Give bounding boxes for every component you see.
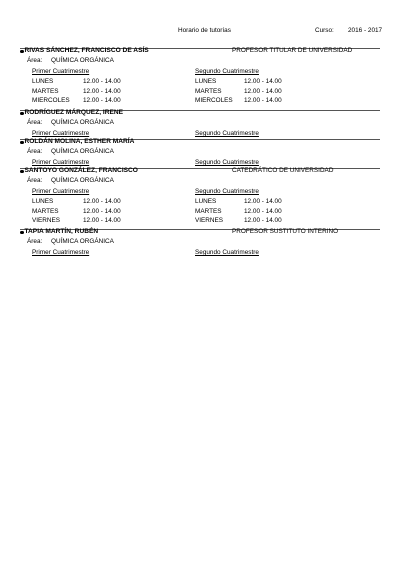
area-label: Área: (27, 238, 43, 245)
professor-title: PROFESOR TITULAR DE UNIVERSIDAD (232, 47, 353, 54)
second-slot-time: 12.00 - 14.00 (244, 198, 282, 205)
name-row (20, 168, 138, 175)
curso-value: 2016 - 2017 (348, 27, 383, 34)
second-slot-time: 12.00 - 14.00 (244, 217, 282, 224)
name-row (20, 48, 149, 55)
first-semester-heading: Primer Cuatrimestre (32, 159, 90, 166)
first-semester-heading: Primer Cuatrimestre (32, 188, 90, 195)
second-slot-day: LUNES (195, 78, 217, 85)
area-label: Área: (27, 177, 43, 184)
second-slot-time: 12.00 - 14.00 (244, 87, 282, 95)
professor-name: RIVAS SÁNCHEZ, FRANCISCO DE ASÍS (24, 47, 149, 54)
professor-title: CATEDRÁTICO DE UNIVERSIDAD (232, 167, 334, 174)
first-slot-day: MARTES (32, 207, 59, 215)
bullet-icon (20, 112, 24, 116)
area-label: Área: (27, 119, 43, 126)
second-semester-heading: Segundo Cuatrimestre (195, 159, 259, 166)
professor-name: SANTOYO GONZÁLEZ, FRANCISCO (24, 167, 138, 174)
area-value: QUÍMICA ORGÁNICA (51, 238, 114, 245)
first-slot-day: LUNES (32, 78, 54, 85)
bullet-icon (20, 231, 24, 235)
professor-entry (20, 48, 380, 108)
bullet-icon (20, 141, 24, 145)
area-value: QUÍMICA ORGÁNICA (51, 148, 114, 155)
first-slot-day: VIERNES (32, 217, 61, 224)
curso-label: Curso: (315, 27, 334, 34)
professor-entry (20, 110, 380, 137)
name-row (20, 110, 123, 117)
first-slot-time: 12.00 - 14.00 (83, 198, 121, 205)
second-semester-heading: Segundo Cuatrimestre (195, 68, 259, 75)
bullet-icon (20, 170, 24, 174)
second-slot-day: MARTES (195, 207, 222, 215)
area-value: QUÍMICA ORGÁNICA (51, 57, 114, 64)
second-slot-time: 12.00 - 14.00 (244, 97, 282, 104)
bullet-icon (20, 50, 24, 54)
second-semester-heading: Segundo Cuatrimestre (195, 188, 259, 195)
second-semester-heading: Segundo Cuatrimestre (195, 249, 259, 256)
second-slot-day: LUNES (195, 198, 217, 205)
professor-name: TAPIA MARTÍN, RUBÉN (24, 228, 99, 235)
second-slot-time: 12.00 - 14.00 (244, 78, 282, 85)
second-semester-heading: Segundo Cuatrimestre (195, 130, 259, 137)
second-slot-day: VIERNES (195, 217, 224, 224)
professor-entry (20, 139, 380, 166)
first-slot-day: LUNES (32, 198, 54, 205)
name-row (20, 229, 98, 236)
second-slot-time: 12.00 - 14.00 (244, 207, 282, 215)
professor-entry (20, 168, 380, 227)
name-row (20, 139, 134, 146)
first-slot-day: MIERCOLES (32, 97, 70, 104)
first-slot-time: 12.00 - 14.00 (83, 207, 121, 215)
professor-name: ROLDÁN MOLINA, ESTHER MARÍA (24, 138, 135, 145)
first-semester-heading: Primer Cuatrimestre (32, 249, 90, 256)
first-semester-heading: Primer Cuatrimestre (32, 68, 90, 75)
document-title: Horario de tutorías (178, 27, 231, 34)
professor-name: RODRÍGUEZ MÁRQUEZ, IRENE (24, 109, 124, 116)
area-value: QUÍMICA ORGÁNICA (51, 177, 114, 184)
first-slot-time: 12.00 - 14.00 (83, 87, 121, 95)
professor-entry (20, 229, 380, 256)
second-slot-day: MARTES (195, 87, 222, 95)
first-slot-time: 12.00 - 14.00 (83, 78, 121, 85)
area-label: Área: (27, 148, 43, 155)
first-semester-heading: Primer Cuatrimestre (32, 130, 90, 137)
second-slot-day: MIERCOLES (195, 97, 233, 104)
professor-title: PROFESOR SUSTITUTO INTERINO (232, 228, 339, 235)
area-label: Área: (27, 57, 43, 64)
area-value: QUÍMICA ORGÁNICA (51, 119, 114, 126)
first-slot-time: 12.00 - 14.00 (83, 217, 121, 224)
first-slot-time: 12.00 - 14.00 (83, 97, 121, 104)
first-slot-day: MARTES (32, 87, 59, 95)
